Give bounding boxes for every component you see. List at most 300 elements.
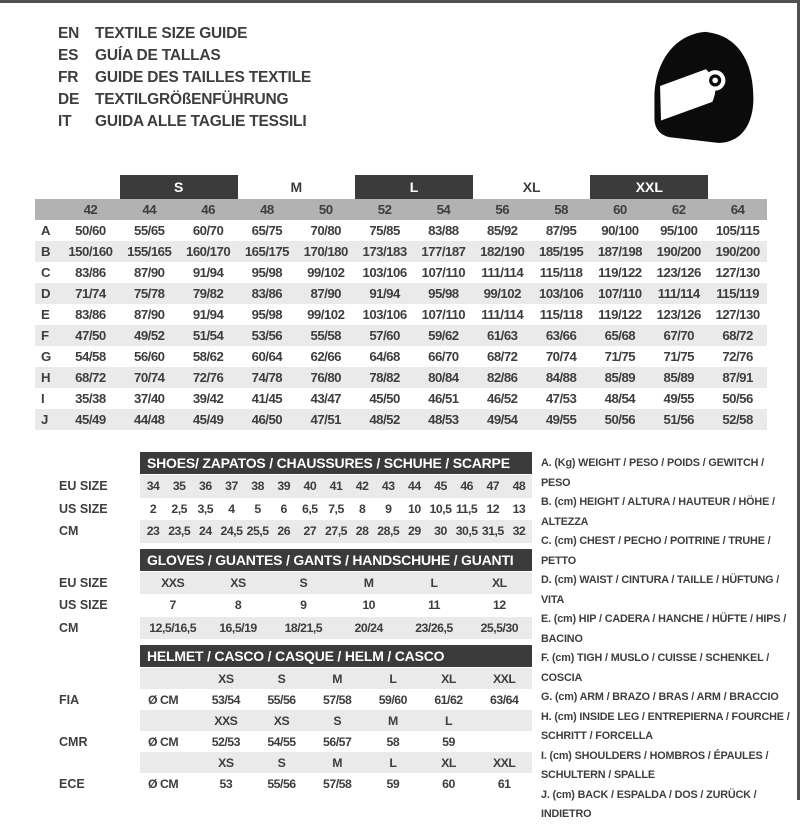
standard-label: CMR <box>59 734 88 749</box>
language-row <box>58 89 311 111</box>
size-value: 51/56 <box>663 412 694 427</box>
size-value: 8 <box>234 598 242 613</box>
language-row <box>58 45 311 67</box>
measure-row-i <box>35 388 767 409</box>
size-value: 65/75 <box>251 223 283 238</box>
size-value: 47/53 <box>545 391 577 406</box>
size-header: 48 <box>260 202 274 217</box>
row-letter: E <box>41 307 50 322</box>
size-value: 26 <box>277 524 291 539</box>
lower-section <box>35 452 797 825</box>
size-group-m: M <box>290 179 303 195</box>
size-value: 44 <box>408 479 421 494</box>
size-value: 48 <box>512 479 526 494</box>
size-value: 103/106 <box>538 286 584 301</box>
helmet-size-value: 53 <box>219 776 233 791</box>
size-value: 31,5 <box>481 524 504 539</box>
size-value: 187/198 <box>597 244 642 259</box>
helmet-value-row <box>35 731 532 752</box>
size-value: 87/95 <box>545 223 577 238</box>
language-code: EN <box>58 25 80 42</box>
language-title: GUIDA ALLE TAGLIE TESSILI <box>95 113 307 130</box>
size-value: 53/56 <box>251 328 283 343</box>
helmet-table-title: HELMET / CASCO / CASQUE / HELM / CASCO <box>140 645 532 667</box>
row-cells <box>140 498 532 521</box>
legend-item: H. (cm) INSIDE LEG / ENTREPIERNA / FOURCHE / SCHRITT / FORCELLA <box>541 710 790 742</box>
size-value: 95/98 <box>251 265 283 280</box>
language-code: DE <box>58 91 80 108</box>
size-value: XXS <box>161 575 185 590</box>
size-value: 23 <box>146 524 160 539</box>
helmet-icon <box>647 27 759 145</box>
helmet-size-value: 57/58 <box>323 776 352 791</box>
row-label: CM <box>59 524 79 539</box>
size-value: 115/119 <box>716 286 759 301</box>
language-title: TEXTILE SIZE GUIDE <box>95 25 248 42</box>
size-value: 38 <box>251 479 264 494</box>
size-value: 39/42 <box>192 391 224 406</box>
size-header: 62 <box>671 202 686 217</box>
size-value: 115/118 <box>539 307 583 322</box>
size-value: 39 <box>277 479 291 494</box>
size-value: 83/86 <box>75 265 106 280</box>
size-value: 107/110 <box>421 307 466 322</box>
row-cells <box>140 731 532 752</box>
helmet-size-value: 52/53 <box>211 734 240 749</box>
size-value: 123/126 <box>656 265 701 280</box>
size-value: 41 <box>329 479 343 494</box>
size-group-xxl: XXL <box>590 175 708 199</box>
size-value: 51/54 <box>192 328 224 343</box>
size-value: 6,5 <box>302 501 318 516</box>
row-letter: C <box>41 265 51 280</box>
size-value: 42 <box>355 479 369 494</box>
size-value: 76/80 <box>310 370 341 385</box>
size-value: 105/115 <box>715 223 760 238</box>
legend-item: C. (cm) CHEST / PECHO / POITRINE / TRUHE / PETTO <box>541 535 771 567</box>
gloves-size-table <box>35 549 532 640</box>
size-value: 48/54 <box>604 391 636 406</box>
size-value: 47/51 <box>310 412 341 427</box>
size-value: S <box>299 575 308 590</box>
legend-item: B. (cm) HEIGHT / ALTURA / HAUTEUR / HÖHE / ALTEZZA <box>541 496 775 528</box>
helmet-size-value: 59/60 <box>378 692 407 707</box>
row-cells <box>140 617 532 640</box>
size-value: 62/66 <box>310 349 341 364</box>
size-value: 12 <box>492 598 506 613</box>
size-value: 55/65 <box>133 223 165 238</box>
row-cells <box>140 773 532 794</box>
row-cells <box>140 710 532 731</box>
size-value: 24 <box>198 524 212 539</box>
size-value: 54/58 <box>75 349 106 364</box>
size-value: 27,5 <box>325 524 347 539</box>
gloves-row <box>35 572 532 595</box>
row-label: CM <box>59 620 79 635</box>
unit-cell <box>140 668 198 689</box>
size-header: 54 <box>436 202 451 217</box>
size-value: 70/80 <box>310 223 341 238</box>
helmet-size-header-row <box>35 752 532 773</box>
helmet-size-header-row <box>35 668 532 689</box>
size-value: 78/82 <box>369 370 400 385</box>
size-value: 61/63 <box>486 328 518 343</box>
measure-row-f <box>35 325 767 346</box>
row-letter: A <box>41 223 51 238</box>
shoes-size-table <box>35 452 532 543</box>
size-value: 30,5 <box>455 524 478 539</box>
size-value: 70/74 <box>133 370 165 385</box>
size-value: 27 <box>303 524 317 539</box>
helmet-size-header: S <box>333 713 342 728</box>
size-value: 55/58 <box>310 328 341 343</box>
helmet-size-header: M <box>332 755 343 770</box>
size-value: 165/175 <box>244 244 289 259</box>
helmet-size-value: 55/56 <box>267 776 296 791</box>
size-value: 46/50 <box>251 412 283 427</box>
size-value: 56/60 <box>133 349 165 364</box>
size-value: 48/52 <box>369 412 400 427</box>
size-header: 56 <box>495 202 510 217</box>
size-value: 71/75 <box>663 349 694 364</box>
row-letter: F <box>41 328 49 343</box>
size-value: 87/91 <box>722 370 753 385</box>
helmet-size-value: 58 <box>386 734 400 749</box>
size-value: 45 <box>434 479 447 494</box>
helmet-size-value: 61/62 <box>434 692 463 707</box>
size-value: 99/102 <box>483 286 521 301</box>
size-value: 46/51 <box>428 391 459 406</box>
size-value: 190/200 <box>656 244 701 259</box>
size-value: 190/200 <box>715 244 760 259</box>
size-value: 49/55 <box>663 391 694 406</box>
size-value: 50/60 <box>75 223 106 238</box>
row-cells <box>140 520 532 543</box>
shoes-row <box>35 498 532 521</box>
size-value: 99/102 <box>307 265 345 280</box>
size-value: 20/24 <box>354 620 383 635</box>
size-value: 23,5 <box>168 524 191 539</box>
textile-size-table <box>35 175 767 430</box>
standard-label: ECE <box>59 776 85 791</box>
size-value: 41/45 <box>251 391 283 406</box>
row-label: US SIZE <box>59 501 108 516</box>
row-label <box>35 710 140 731</box>
language-title: GUIDE DES TAILLES TEXTILE <box>95 69 312 86</box>
size-value: 68/72 <box>486 349 518 364</box>
row-letter: H <box>41 370 51 385</box>
size-value: 48/53 <box>428 412 459 427</box>
size-value: 32 <box>512 524 526 539</box>
size-value: 67/70 <box>663 328 694 343</box>
row-cells <box>140 572 532 595</box>
legend-item: G. (cm) ARM / BRAZO / BRAS / ARM / BRACCIO <box>541 691 779 703</box>
size-value: 85/89 <box>663 370 694 385</box>
legend-item: F. (cm) TIGH / MUSLO / CUISSE / SCHENKEL / COSCIA <box>541 652 770 684</box>
size-value: 119/122 <box>598 265 642 280</box>
size-value: 83/86 <box>251 286 283 301</box>
size-value: 24,5 <box>220 524 243 539</box>
helmet-size-header-row <box>35 710 532 731</box>
size-value: 46/52 <box>486 391 518 406</box>
size-value: 182/190 <box>480 244 525 259</box>
size-value: 79/82 <box>192 286 224 301</box>
size-value: 111/114 <box>481 307 524 322</box>
legend-item: E. (cm) HIP / CADERA / HANCHE / HÜFTE / HIPS / BACINO <box>541 613 787 645</box>
spacer <box>35 645 140 667</box>
size-value: 28 <box>355 524 369 539</box>
size-value: 49/55 <box>545 412 577 427</box>
size-value: 35/38 <box>75 391 106 406</box>
size-value: 25,5/30 <box>480 620 519 635</box>
helmet-size-value: 57/58 <box>323 692 352 707</box>
helmet-size-value: 55/56 <box>267 692 296 707</box>
measure-row-j <box>35 409 767 430</box>
row-letter: B <box>41 244 51 259</box>
helmet-size-header: XL <box>441 671 456 686</box>
size-value: 35 <box>172 479 186 494</box>
size-value: 34 <box>146 479 160 494</box>
size-value: 16,5/19 <box>219 620 257 635</box>
unit-cell <box>140 752 198 773</box>
unit-cell <box>140 710 198 731</box>
size-value: 99/102 <box>307 307 345 322</box>
size-value: 57/60 <box>369 328 400 343</box>
size-value: 91/94 <box>192 265 224 280</box>
helmet-size-header: L <box>389 671 397 686</box>
language-row <box>58 111 311 133</box>
empty-cell <box>476 710 532 731</box>
size-value: 150/160 <box>68 244 113 259</box>
size-header: 42 <box>83 202 98 217</box>
legend-item: D. (cm) WAIST / CINTURA / TAILLE / HÜFTUNG / VITA <box>541 574 780 606</box>
language-row <box>58 23 311 45</box>
size-value: 10 <box>362 598 375 613</box>
size-value: 90/100 <box>601 223 639 238</box>
size-value: 173/183 <box>362 244 407 259</box>
size-value: 127/130 <box>715 307 760 322</box>
size-value: 74/78 <box>251 370 283 385</box>
shoes-rows <box>35 475 532 543</box>
language-code: IT <box>58 113 72 130</box>
size-value: 160/170 <box>185 244 231 259</box>
language-title: TEXTILGRÖßENFÜHRUNG <box>95 91 289 108</box>
size-value: 84/88 <box>545 370 577 385</box>
size-value: 50/56 <box>604 412 636 427</box>
size-value: 43/47 <box>310 391 341 406</box>
size-value: 177/187 <box>421 244 466 259</box>
measure-row-b <box>35 241 767 262</box>
gloves-rows <box>35 572 532 640</box>
measure-row-g <box>35 346 767 367</box>
helmet-size-header: M <box>387 713 398 728</box>
size-value: 49/54 <box>486 412 518 427</box>
size-header: 50 <box>318 202 333 217</box>
size-value: 75/85 <box>369 223 400 238</box>
size-value: 119/122 <box>598 307 642 322</box>
size-value: 45/49 <box>192 412 224 427</box>
size-value: 72/76 <box>192 370 224 385</box>
size-value: 45/49 <box>75 412 106 427</box>
size-value: 65/68 <box>604 328 636 343</box>
language-row <box>58 67 311 89</box>
size-value: 7 <box>169 598 176 613</box>
size-value: 29 <box>408 524 421 539</box>
helmet-size-header: XXS <box>214 713 238 728</box>
unit-cell: Ø CM <box>148 734 179 749</box>
size-value: XL <box>491 575 507 590</box>
size-value: 111/114 <box>481 265 524 280</box>
size-value: 91/94 <box>192 307 224 322</box>
helmet-size-header: M <box>332 671 343 686</box>
size-value: 72/76 <box>722 349 753 364</box>
measure-row-c <box>35 262 767 283</box>
sub-tables-column <box>35 452 532 825</box>
size-value: 87/90 <box>310 286 341 301</box>
measure-row-d <box>35 283 767 304</box>
row-label: EU SIZE <box>59 575 108 590</box>
helmet-size-header: XS <box>273 713 290 728</box>
size-value: 64/68 <box>369 349 400 364</box>
shoes-row <box>35 475 532 498</box>
size-value: 13 <box>512 501 526 516</box>
corner-cell <box>35 199 61 220</box>
language-title: GUÍA DE TALLAS <box>95 47 221 64</box>
size-header: 58 <box>554 202 568 217</box>
row-label: US SIZE <box>59 598 108 613</box>
helmet-size-header: XS <box>218 755 234 770</box>
measure-row-a <box>35 220 767 241</box>
helmet-size-value: 60 <box>442 776 455 791</box>
legend-item: A. (Kg) WEIGHT / PESO / POIDS / GEWITCH / PESO <box>541 457 764 489</box>
size-value: 71/75 <box>604 349 636 364</box>
size-value: 95/98 <box>251 307 283 322</box>
gloves-row <box>35 594 532 617</box>
size-value: 68/72 <box>722 328 753 343</box>
size-value: 43 <box>381 479 395 494</box>
row-letter: J <box>41 412 48 427</box>
unit-cell: Ø CM <box>148 776 179 791</box>
size-value: 6 <box>280 501 287 516</box>
size-value: 127/130 <box>715 265 760 280</box>
size-value: 103/106 <box>362 265 407 280</box>
shoes-table-title: SHOES/ ZAPATOS / CHAUSSURES / SCHUHE / SCARPE <box>140 452 532 474</box>
helmet-rows <box>35 668 532 794</box>
size-value: 11,5 <box>456 501 478 516</box>
measure-row-e <box>35 304 767 325</box>
helmet-size-value: 56/57 <box>323 734 352 749</box>
row-label <box>35 752 140 773</box>
helmet-value-row <box>35 689 532 710</box>
size-value: 40 <box>303 479 317 494</box>
helmet-size-value: 61 <box>497 776 511 791</box>
size-value: 60/64 <box>251 349 283 364</box>
size-value: 75/78 <box>133 286 165 301</box>
gloves-table-title: GLOVES / GUANTES / GANTS / HANDSCHUHE / GUANTI <box>140 549 532 571</box>
gloves-row <box>35 617 532 640</box>
row-cells <box>140 594 532 617</box>
header <box>0 3 797 145</box>
measure-row-h <box>35 367 767 388</box>
size-value: 49/52 <box>133 328 165 343</box>
row-letter: G <box>41 349 51 364</box>
size-value: 12,5/16,5 <box>149 620 197 635</box>
helmet-size-value: 59 <box>386 776 400 791</box>
size-value: 66/70 <box>428 349 459 364</box>
size-value: 115/118 <box>539 265 583 280</box>
size-value: 4 <box>228 501 235 516</box>
size-value: 45/50 <box>369 391 400 406</box>
size-value: 185/195 <box>538 244 584 259</box>
row-label <box>35 668 140 689</box>
size-value: 9 <box>385 501 392 516</box>
size-header: 46 <box>201 202 215 217</box>
helmet-size-value: 54/55 <box>267 734 296 749</box>
size-value: 25,5 <box>246 524 269 539</box>
size-value: 155/165 <box>127 244 172 259</box>
size-value: 5 <box>254 501 261 516</box>
measurement-legend <box>541 452 795 825</box>
size-value: 9 <box>300 598 307 613</box>
size-value: 11 <box>427 598 440 613</box>
size-value: 63/66 <box>545 328 577 343</box>
spacer <box>35 549 140 571</box>
legend-item: I. (cm) SHOULDERS / HOMBROS / ÉPAULES / SCHULTERN / SPALLE <box>541 749 769 781</box>
size-value: 107/110 <box>598 286 642 301</box>
size-value: 59/62 <box>428 328 459 343</box>
size-value: 87/90 <box>133 307 165 322</box>
row-letter: D <box>41 286 51 301</box>
size-value: 50/56 <box>722 391 753 406</box>
size-value: 111/114 <box>657 286 700 301</box>
helmet-size-header: L <box>444 713 452 728</box>
size-value: 3,5 <box>197 501 214 516</box>
size-group-s: S <box>120 175 238 199</box>
size-value: 58/62 <box>192 349 224 364</box>
size-value: L <box>430 575 438 590</box>
size-value: 85/89 <box>604 370 636 385</box>
size-value: 23/26,5 <box>415 620 453 635</box>
size-value: 44/48 <box>133 412 165 427</box>
row-cells <box>140 668 532 689</box>
size-value: 2 <box>149 501 157 516</box>
helmet-size-value: 59 <box>442 734 455 749</box>
size-value: 37/40 <box>133 391 165 406</box>
gloves-title-row <box>35 549 532 571</box>
size-value: 80/84 <box>428 370 459 385</box>
size-value: 10 <box>408 501 421 516</box>
size-value: 107/110 <box>421 265 466 280</box>
unit-cell: Ø CM <box>148 692 179 707</box>
size-value: 10,5 <box>429 501 452 516</box>
size-value: 30 <box>434 524 447 539</box>
helmet-value-row <box>35 773 532 794</box>
helmet-size-header: S <box>277 671 286 686</box>
helmet-size-header: XXL <box>492 671 516 686</box>
row-cells <box>140 752 532 773</box>
shoes-row <box>35 520 532 543</box>
size-value: 28,5 <box>377 524 400 539</box>
size-value: 7,5 <box>328 501 344 516</box>
size-header: 52 <box>377 202 392 217</box>
size-value: 68/72 <box>75 370 106 385</box>
row-label: EU SIZE <box>59 479 108 494</box>
size-value: 83/86 <box>75 307 106 322</box>
helmet-size-table <box>35 645 532 794</box>
helmet-size-value: 53/54 <box>211 692 240 707</box>
helmet-size-header: S <box>277 755 286 770</box>
size-value: 71/74 <box>75 286 106 301</box>
